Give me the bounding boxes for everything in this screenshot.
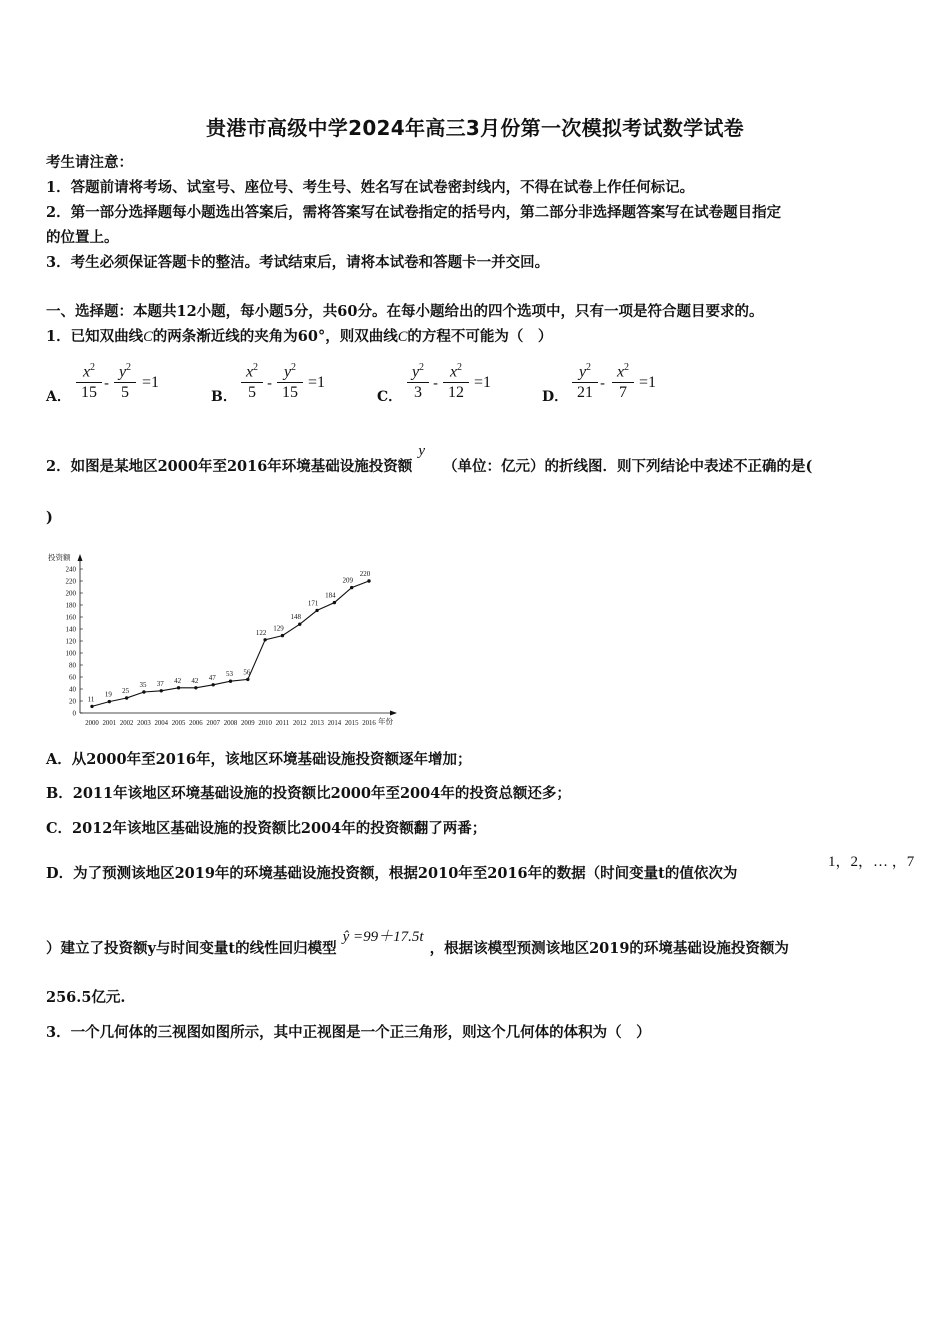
chart-x-tick-label: 2015	[344, 720, 359, 727]
chart-data-label: 19	[104, 690, 112, 699]
chart-y-arrow	[78, 554, 83, 561]
q1-b-eq: =1	[308, 374, 326, 391]
chart-x-label: 年份	[378, 717, 393, 726]
chart-data-label: 148	[290, 613, 301, 622]
q1-a-frac-1: $x^2$ 15	[76, 362, 102, 402]
chart-y-tick-label: 220	[65, 577, 76, 586]
chart-x-tick-label: 2016	[362, 720, 376, 727]
q1-option-b[interactable]	[211, 362, 361, 412]
chart-data-point	[315, 609, 318, 612]
chart-y-tick-label: 160	[65, 613, 76, 622]
chart-x-tick-label: 2004	[154, 720, 169, 727]
chart-x-tick-label: 2012	[292, 720, 307, 727]
chart-data-label: 11	[87, 695, 95, 704]
chart-y-tick-label: 100	[65, 649, 76, 658]
chart-data-label: 37	[156, 679, 164, 688]
question-3-stem: 3．一个几何体的三视图如图所示，其中正视图是一个正三角形，则这个几何体的体积为（ ）	[46, 1024, 651, 1041]
chart-y-tick-label: 120	[65, 637, 76, 646]
q2-d-text-3: ，根据该模型预测该地区2019的环境基础设施投资额为	[429, 940, 789, 957]
q1-option-b-label: B．	[211, 389, 237, 405]
q1-var-c-2: C	[397, 329, 408, 345]
chart-y-tick-label: 200	[65, 589, 76, 598]
chart-x-tick-label: 2000	[85, 720, 99, 727]
question-2-stem-end: )	[46, 509, 53, 526]
chart-x-tick-label: 2006	[189, 720, 203, 727]
q1-d-minus: -	[600, 374, 606, 392]
chart-y-tick-label: 140	[65, 625, 76, 634]
q1-a-frac-2: $y^2$ 5	[114, 362, 136, 402]
chart-data-point	[246, 678, 249, 681]
chart-x-tick-label: 2001	[102, 720, 117, 727]
chart-data-label: 25	[122, 687, 130, 695]
chart-data-label: 53	[226, 670, 233, 679]
chart-y-tick-label: 20	[69, 697, 76, 706]
q1-stem-mid: 的两条渐近线的夹角为60°，则双曲线	[152, 328, 398, 345]
chart-y-tick-label: 40	[69, 685, 76, 694]
q1-a-minus: -	[104, 374, 110, 392]
chart-x-arrow	[390, 711, 397, 716]
notice-heading: 考生请注意：	[46, 154, 133, 171]
chart-x-tick-label: 2007	[206, 720, 220, 727]
chart-data-label: 47	[208, 673, 216, 682]
chart-data-label: 56	[243, 668, 251, 677]
notice-item-2-cont: 的位置上。	[46, 229, 119, 246]
q1-stem-pre: 1．已知双曲线	[46, 328, 144, 345]
q1-d-eq: =1	[639, 374, 657, 391]
chart-data-label: 35	[139, 681, 147, 689]
q1-option-d-label: D．	[542, 389, 569, 405]
notice-item-2: 2．第一部分选择题每小题选出答案后，需将答案写在试卷指定的括号内，第二部分非选择题答案写在试卷题目指定	[46, 204, 782, 221]
q1-d-frac-2: $x^2$ 7	[612, 362, 634, 402]
exam-title: 贵港市高级中学2024年高三3月份第一次模拟考试数学试卷	[206, 116, 744, 140]
chart-x-tick-label: 2008	[223, 720, 238, 727]
q1-c-eq: =1	[474, 374, 492, 391]
chart-x-tick-label: 2009	[241, 720, 255, 727]
chart-data-point	[194, 686, 197, 689]
chart-data-label: 171	[307, 599, 319, 608]
q1-a-eq: =1	[142, 374, 160, 391]
q2-d-text-2: ）建立了投资额y与时间变量t的线性回归模型	[46, 940, 337, 957]
q1-stem-post: 的方程不可能为（ ）	[407, 328, 553, 345]
q2-option-d-line2	[46, 929, 908, 959]
chart-y-label: 投资额	[48, 553, 71, 562]
q1-c-frac-1: $y^2$ 3	[407, 362, 429, 402]
q1-option-a[interactable]	[46, 362, 196, 412]
q2-option-d[interactable]: D．为了预测该地区2019年的环境基础设施投资额，根据2010年至2016年的数据（时间变量t的值依次为	[46, 865, 738, 882]
q2-option-a[interactable]: A．从2000年至2016年，该地区环境基础设施投资额逐年增加；	[46, 751, 472, 768]
q1-var-c: C	[143, 329, 153, 345]
q1-d-frac-1: $y^2$ 21	[572, 362, 598, 402]
chart-x-tick-label: 2010	[258, 720, 272, 727]
q2-var-y: y	[418, 443, 425, 459]
notice-item-1: 1．答题前请将考场、试室号、座位号、考生号、姓名写在试卷密封线内，不得在试卷上作任何标记。	[46, 179, 695, 196]
chart-data-point	[90, 705, 93, 708]
chart-x-tick-label: 2011	[275, 720, 290, 727]
q1-option-c-label: C．	[377, 389, 403, 405]
q2-stem-a: 2．如图是某地区2000年至2016年环境基础设施投资额	[46, 458, 413, 475]
chart-data-point	[177, 686, 180, 689]
chart-data-point	[333, 601, 336, 604]
chart-y-tick-label: 240	[65, 565, 76, 574]
question-1-stem	[46, 327, 908, 347]
q2-regression-model: ŷ =99＋17.5t	[342, 929, 424, 945]
q1-b-frac-1: $x^2$ 5	[241, 362, 263, 402]
section-1-heading: 一、选择题：本题共12小题，每小题5分，共60分。在每小题给出的四个选项中，只有一项是符合题目要求的。	[46, 303, 764, 320]
chart-data-label: 42	[174, 676, 182, 685]
q1-option-a-label: A．	[46, 389, 71, 405]
chart-y-tick-label: 60	[69, 673, 76, 682]
chart-data-point	[350, 586, 353, 589]
q2-option-b[interactable]: B．2011年该地区环境基础设施的投资额比2000年至2004年的投资总额还多；	[46, 785, 571, 802]
chart-data-point	[229, 680, 232, 683]
q2-stem-b: （单位：亿元）的折线图．则下列结论中表述不正确的是(	[442, 458, 813, 475]
q2-option-c[interactable]: C．2012年该地区基础设施的投资额比2004年的投资额翻了两番；	[46, 820, 487, 837]
chart-x-tick-label: 2013	[310, 720, 324, 727]
chart-data-point	[125, 696, 128, 699]
question-2-stem	[46, 443, 908, 477]
chart-data-label: 122	[255, 628, 267, 637]
q2-option-d-line3: 256.5亿元.	[46, 989, 126, 1006]
chart-x-tick-label: 2005	[171, 720, 186, 727]
chart-data-point	[298, 623, 301, 626]
chart-y-tick-label: 180	[65, 601, 76, 610]
chart-data-point	[211, 683, 214, 686]
investment-line-chart	[44, 548, 404, 730]
q1-option-c[interactable]	[377, 362, 527, 412]
q1-option-d[interactable]	[542, 362, 692, 412]
q1-c-minus: -	[433, 374, 439, 392]
q1-b-minus: -	[267, 374, 273, 392]
chart-data-label: 209	[342, 576, 353, 585]
chart-data-point	[367, 579, 370, 582]
chart-series-line	[92, 581, 369, 706]
chart-data-label: 129	[273, 624, 284, 633]
chart-data-point	[281, 634, 284, 637]
q1-c-frac-2: $x^2$ 12	[443, 362, 469, 402]
chart-data-point	[263, 638, 266, 641]
q1-b-frac-2: $y^2$ 15	[277, 362, 303, 402]
chart-data-point	[108, 700, 111, 703]
q2-t-values: 1，2，… ，7	[828, 854, 915, 870]
chart-x-tick-label: 2003	[137, 720, 151, 727]
chart-data-label: 184	[325, 591, 336, 600]
chart-data-label: 220	[359, 570, 371, 578]
chart-y-tick-label: 80	[69, 661, 76, 670]
chart-y-tick-label: 0	[72, 709, 76, 718]
chart-x-tick-label: 2002	[119, 720, 134, 727]
notice-item-3: 3．考生必须保证答题卡的整洁。考试结束后，请将本试卷和答题卡一并交回。	[46, 254, 550, 271]
chart-x-tick-label: 2014	[327, 720, 342, 727]
chart-data-point	[142, 690, 145, 693]
chart-data-point	[160, 689, 163, 692]
chart-data-label: 42	[191, 676, 199, 685]
